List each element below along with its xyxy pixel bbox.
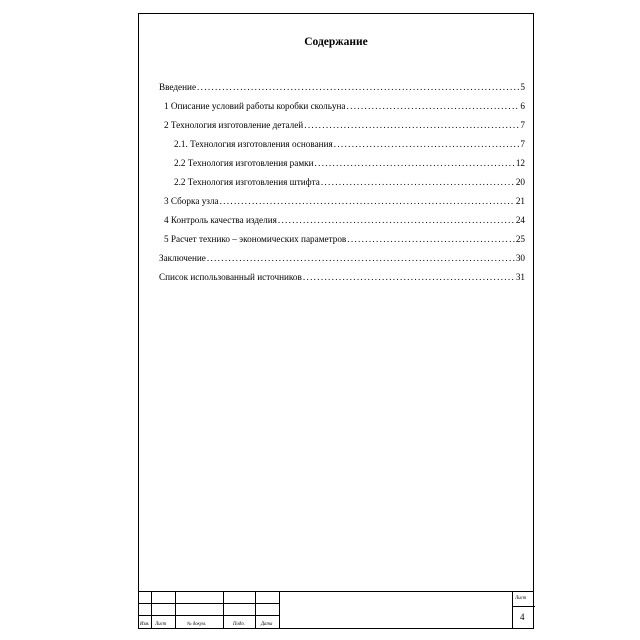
toc-leader [334,139,520,150]
toc-row [159,264,525,283]
toc-leader [304,120,519,131]
toc-row [159,74,525,93]
stamp-grid-line [255,592,256,628]
toc-leader [278,215,515,226]
toc-leader [321,177,515,188]
toc-label: 5 Расчет технико – экономических параметров [164,234,347,244]
stamp-grid-line [175,592,176,628]
sheet-label: Лист [515,596,527,601]
stamp-col-label: Дата [261,622,273,627]
toc-row [159,169,525,188]
toc-label: 2 Технология изготовление деталей [164,120,304,130]
stamp-grid-line [139,615,279,616]
stamp-grid-line [139,603,279,604]
toc-leader [207,253,515,264]
toc-page: 7 [520,139,525,149]
toc-page: 24 [515,215,525,225]
toc-page: 5 [520,82,525,92]
toc-leader [347,101,520,112]
title-block-stamp [139,591,533,628]
toc-row [159,112,525,131]
toc-page: 12 [515,158,525,168]
toc-label: 1 Описание условий работы коробки скольуна [164,101,346,111]
toc-page: 20 [515,177,525,187]
toc-row [159,93,525,112]
toc-label: 2.1. Технология изготовления основания [174,139,333,149]
toc-row [159,245,525,264]
toc-label: 4 Контроль качества изделия [164,215,277,225]
toc-label: Введение [159,82,197,92]
stamp-grid-line [151,592,152,628]
toc-page: 6 [520,101,525,111]
toc-leader [303,272,515,283]
toc-label: 2.2 Технология изготовления рамки [174,158,314,168]
toc-page: 31 [515,272,525,282]
stamp-grid-line [279,592,280,628]
toc-leader [347,234,515,245]
page-frame [138,13,534,629]
stamp-col-label: Подп. [233,622,245,627]
toc-label: 2.2 Технология изготовления штифта [174,177,320,187]
toc-leader [197,82,519,93]
toc-row [159,207,525,226]
toc-page: 25 [515,234,525,244]
toc-page: 21 [515,196,525,206]
toc-row [159,131,525,150]
stamp-grid-line [512,606,535,607]
toc-label: Заключение [159,253,206,263]
toc-row [159,188,525,207]
stamp-grid-line [512,592,513,628]
table-of-contents [159,74,525,283]
toc-row [159,226,525,245]
toc-page: 7 [520,120,525,130]
toc-leader [315,158,515,169]
toc-label: Список использованный источников [159,272,302,282]
toc-label: 3 Сборка узла [164,196,219,206]
stamp-col-label: Лист [155,622,167,627]
stamp-col-label: Изм. [140,622,150,627]
toc-row [159,150,525,169]
toc-page: 30 [515,253,525,263]
sheet-number: 4 [520,612,525,622]
stamp-col-label: № докум. [187,622,207,627]
toc-leader [220,196,515,207]
page-title: Содержание [304,36,368,48]
stamp-grid-line [223,592,224,628]
